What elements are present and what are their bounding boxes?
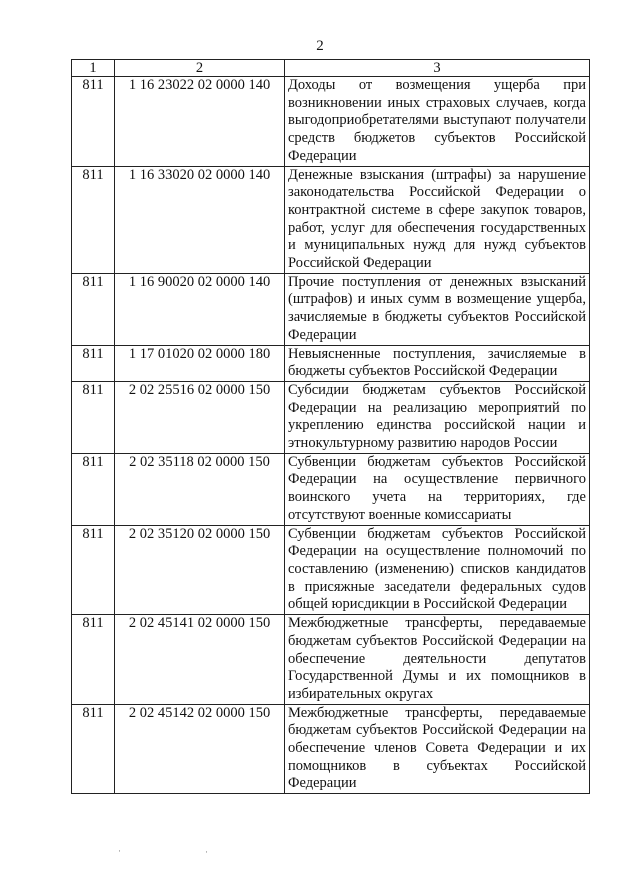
budget-code-cell: 2 02 45141 02 0000 150 — [115, 615, 285, 705]
column-header-1: 1 — [72, 60, 115, 77]
admin-code-cell: 811 — [72, 166, 115, 273]
description-cell: Прочие поступления от денежных взысканий (штрафов) и иных сумм в возмещение ущерба, зачисляемые в бюджеты субъектов Российской Федерации — [285, 273, 590, 345]
column-header-3: 3 — [285, 60, 590, 77]
description-cell: Субвенции бюджетам субъектов Российской Федерации на осуществление полномочий по составлению (изменению) списков кандидатов в присяжные заседатели федеральных судов общей юрисдикции в Российской Федерации — [285, 525, 590, 615]
table-header-row — [72, 60, 590, 77]
budget-code-cell: 2 02 35120 02 0000 150 — [115, 525, 285, 615]
description-cell: Межбюджетные трансферты, передаваемые бюджетам субъектов Российской Федерации на обеспечение членов Совета Федерации и их помощников в субъектах Российской Федерации — [285, 704, 590, 794]
budget-code-cell: 2 02 45142 02 0000 150 — [115, 704, 285, 794]
admin-code-cell: 811 — [72, 381, 115, 453]
table-row — [72, 381, 590, 453]
description-cell: Субвенции бюджетам субъектов Российской Федерации на осуществление первичного воинского учета на территориях, где отсутствуют военные комиссариаты — [285, 453, 590, 525]
budget-code-cell: 1 16 90020 02 0000 140 — [115, 273, 285, 345]
scan-speck: · — [205, 847, 208, 857]
description-cell: Невыясненные поступления, зачисляемые в бюджеты субъектов Российской Федерации — [285, 345, 590, 381]
admin-code-cell: 811 — [72, 77, 115, 167]
revenue-codes-table — [71, 59, 590, 794]
scan-speck: · — [118, 846, 121, 856]
table-row — [72, 704, 590, 794]
table-row — [72, 166, 590, 273]
table-row — [72, 525, 590, 615]
table-row — [72, 345, 590, 381]
budget-code-cell: 2 02 35118 02 0000 150 — [115, 453, 285, 525]
table-row — [72, 273, 590, 345]
table-row — [72, 453, 590, 525]
table-row — [72, 77, 590, 167]
admin-code-cell: 811 — [72, 525, 115, 615]
budget-code-cell: 1 17 01020 02 0000 180 — [115, 345, 285, 381]
column-header-2: 2 — [115, 60, 285, 77]
budget-code-cell: 2 02 25516 02 0000 150 — [115, 381, 285, 453]
table-row — [72, 615, 590, 705]
admin-code-cell: 811 — [72, 453, 115, 525]
description-cell: Денежные взыскания (штрафы) за нарушение законодательства Российской Федерации о контрактной системе в сфере закупок товаров, работ, услуг для обеспечения государственных и муниципальных нужд для нужд субъектов Российской Федерации — [285, 166, 590, 273]
budget-code-cell: 1 16 33020 02 0000 140 — [115, 166, 285, 273]
description-cell: Доходы от возмещения ущерба при возникновении иных страховых случаев, когда выгодоприобретателями выступают получатели средств бюджетов субъектов Российской Федерации — [285, 77, 590, 167]
admin-code-cell: 811 — [72, 704, 115, 794]
description-cell: Межбюджетные трансферты, передаваемые бюджетам субъектов Российской Федерации на обеспечение деятельности депутатов Государственной Думы и их помощников в избирательных округах — [285, 615, 590, 705]
budget-code-cell: 1 16 23022 02 0000 140 — [115, 77, 285, 167]
admin-code-cell: 811 — [72, 273, 115, 345]
description-cell: Субсидии бюджетам субъектов Российской Федерации на реализацию мероприятий по укреплению единства российской нации и этнокультурному развитию народов России — [285, 381, 590, 453]
page-number: 2 — [316, 38, 324, 54]
admin-code-cell: 811 — [72, 615, 115, 705]
admin-code-cell: 811 — [72, 345, 115, 381]
